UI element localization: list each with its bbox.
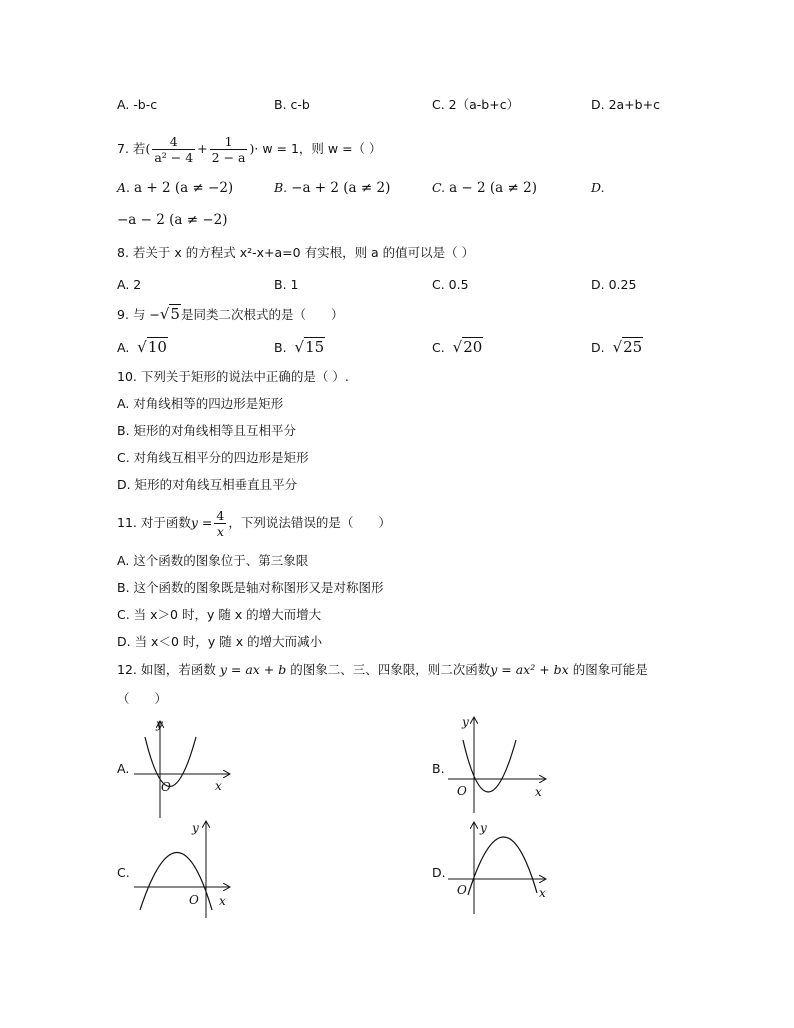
q9-option-d <box>591 336 643 359</box>
q7-option-c <box>432 179 537 197</box>
graph-b-x-label: x <box>535 785 542 799</box>
q7-frac1-numerator: 4 <box>152 134 195 150</box>
q7-fraction-1 <box>152 134 195 165</box>
q9-option-d-label: D. <box>591 340 605 355</box>
q12-graph-c-label: C. <box>117 865 130 880</box>
q6-option-b: B. c-b <box>274 97 310 112</box>
q7-stem: 7. 若( $\frac{4}{\text{a² − 4}}$ + $\frac{1}{2 - a}$ )· w = 1，则 w =（ ） <box>117 134 382 165</box>
q7-option-a-text: a + 2 (a ≠ −2) <box>134 180 234 196</box>
q12-graph-d-label: D. <box>432 865 446 880</box>
graph-d-parabola <box>468 837 537 895</box>
q7-pre: 若 <box>132 141 146 156</box>
q11-post: ，下列说法错误的是（ ） <box>228 515 391 530</box>
q9-post: 是同类二次根式的是（ ） <box>180 307 344 322</box>
q7-frac2-numerator: 1 <box>210 134 248 150</box>
graph-c-origin: O <box>189 893 199 907</box>
q9-option-a-sqrt: √10 <box>137 338 167 356</box>
q11-frac-numerator: 4 <box>216 508 225 523</box>
q9-option-b-sqrt: √15 <box>294 338 325 356</box>
q11-option-d: D. 当 x＜0 时，y 随 x 的增大而减小 <box>117 634 323 649</box>
q8-stem: 8. 若关于 x 的方程式 x²-x+a=0 有实根，则 a 的值可以是（ ） <box>117 245 475 260</box>
q10-stem: 10. 下列关于矩形的说法中正确的是（ ）. <box>117 369 349 384</box>
graph-b-parabola <box>463 740 516 792</box>
q7-number: 7. <box>117 141 129 156</box>
graph-b-y-label: y <box>462 715 469 729</box>
q9-option-a-label: A. <box>117 340 130 355</box>
q9-option-b <box>274 336 325 359</box>
q7-option-b <box>274 179 390 197</box>
q11-fraction <box>214 508 226 539</box>
graph-a-origin: O <box>161 780 171 794</box>
q7-frac2-denominator: 2 − a <box>211 150 246 165</box>
q8-option-b: B. 1 <box>274 277 299 292</box>
q9-option-c-label: C. <box>432 340 445 355</box>
graph-c-parabola <box>140 853 212 911</box>
graph-c-y-label: y <box>192 821 199 835</box>
q7-fraction-2 <box>210 134 248 165</box>
q11-frac-denominator: x <box>216 524 224 539</box>
q7-option-d-label: D. <box>591 180 605 195</box>
q12-stem <box>117 661 648 679</box>
q11-stem <box>117 506 391 540</box>
graph-a-x-label: x <box>215 779 222 793</box>
q11-option-c: C. 当 x＞0 时，y 随 x 的增大而增大 <box>117 607 322 622</box>
q11-pre: 11. 对于函数 <box>117 515 191 530</box>
q9-option-c-sqrt: √20 <box>452 338 483 356</box>
q10-option-c: C. 对角线互相平分的四边形是矩形 <box>117 450 309 465</box>
graph-a-y-label: y <box>156 717 163 731</box>
q7-option-c-text: a − 2 (a ≠ 2) <box>449 180 537 196</box>
graph-a-parabola <box>145 737 196 787</box>
q9-option-b-label: B. <box>274 340 287 355</box>
q7-option-b-label: B. <box>274 180 288 195</box>
q6-option-d: D. 2a+b+c <box>591 97 660 112</box>
q12-graph-c <box>134 821 229 918</box>
q9-sqrt: √5 <box>159 305 180 323</box>
q12-graph-b <box>448 715 545 813</box>
graph-d-origin: O <box>457 883 467 897</box>
q12-func1: y = ax + b <box>219 662 287 677</box>
q11-option-b: B. 这个函数的图象既是轴对称图形又是对称图形 <box>117 580 384 595</box>
q12-graph-a-label: A. <box>117 761 130 776</box>
graph-d-y-label: y <box>480 821 487 835</box>
q10-option-a: A. 对角线相等的四边形是矩形 <box>117 396 284 411</box>
graph-c-x-label: x <box>219 894 226 908</box>
q12-stem-mid: 的图象二、三、四象限，则二次函数 <box>290 662 491 677</box>
q10-option-b: B. 矩形的对角线相等且互相平分 <box>117 423 297 438</box>
q9-option-a <box>117 336 168 359</box>
q9-option-c <box>432 336 483 359</box>
graph-b-origin: O <box>457 784 467 798</box>
q9-radicand: 5 <box>170 305 180 323</box>
q7-option-a-label: A. <box>117 180 131 195</box>
graph-d-x-label: x <box>539 886 546 900</box>
q11-option-a: A. 这个函数的图象位于、第三象限 <box>117 553 309 568</box>
q7-frac1-denominator: a² − 4 <box>154 150 194 165</box>
q10-option-d: D. 矩形的对角线互相垂直且平分 <box>117 477 298 492</box>
q12-func2: y = ax² + bx <box>490 662 569 677</box>
q12-graph-a <box>134 717 229 818</box>
q7-option-d-text: −a − 2 (a ≠ −2) <box>117 212 228 228</box>
q7-option-a <box>117 179 233 197</box>
q8-option-d: D. 0.25 <box>591 277 637 292</box>
q12-stem-pre: 12. 如图，若函数 <box>117 662 216 677</box>
q6-option-c: C. 2（a-b+c） <box>432 97 520 112</box>
q8-option-c: C. 0.5 <box>432 277 469 292</box>
q11-func-lhs: y = <box>190 515 213 530</box>
q9-option-d-sqrt: √25 <box>612 338 643 356</box>
q7-option-c-label: C. <box>432 180 446 195</box>
q9-stem <box>117 303 343 326</box>
q7-option-b-text: −a + 2 (a ≠ 2) <box>291 180 391 196</box>
q9-pre: 9. 与 − <box>117 307 160 322</box>
q7-tail: · w = 1，则 w =（ ） <box>254 141 382 156</box>
q12-answer-blank: （ ） <box>117 691 168 706</box>
q6-option-a: A. -b-c <box>117 97 158 112</box>
q8-option-a: A. 2 <box>117 277 142 292</box>
q12-stem-post: 的图象可能是 <box>572 662 648 677</box>
q12-graph-d <box>448 821 546 914</box>
q12-graph-b-label: B. <box>432 761 445 776</box>
